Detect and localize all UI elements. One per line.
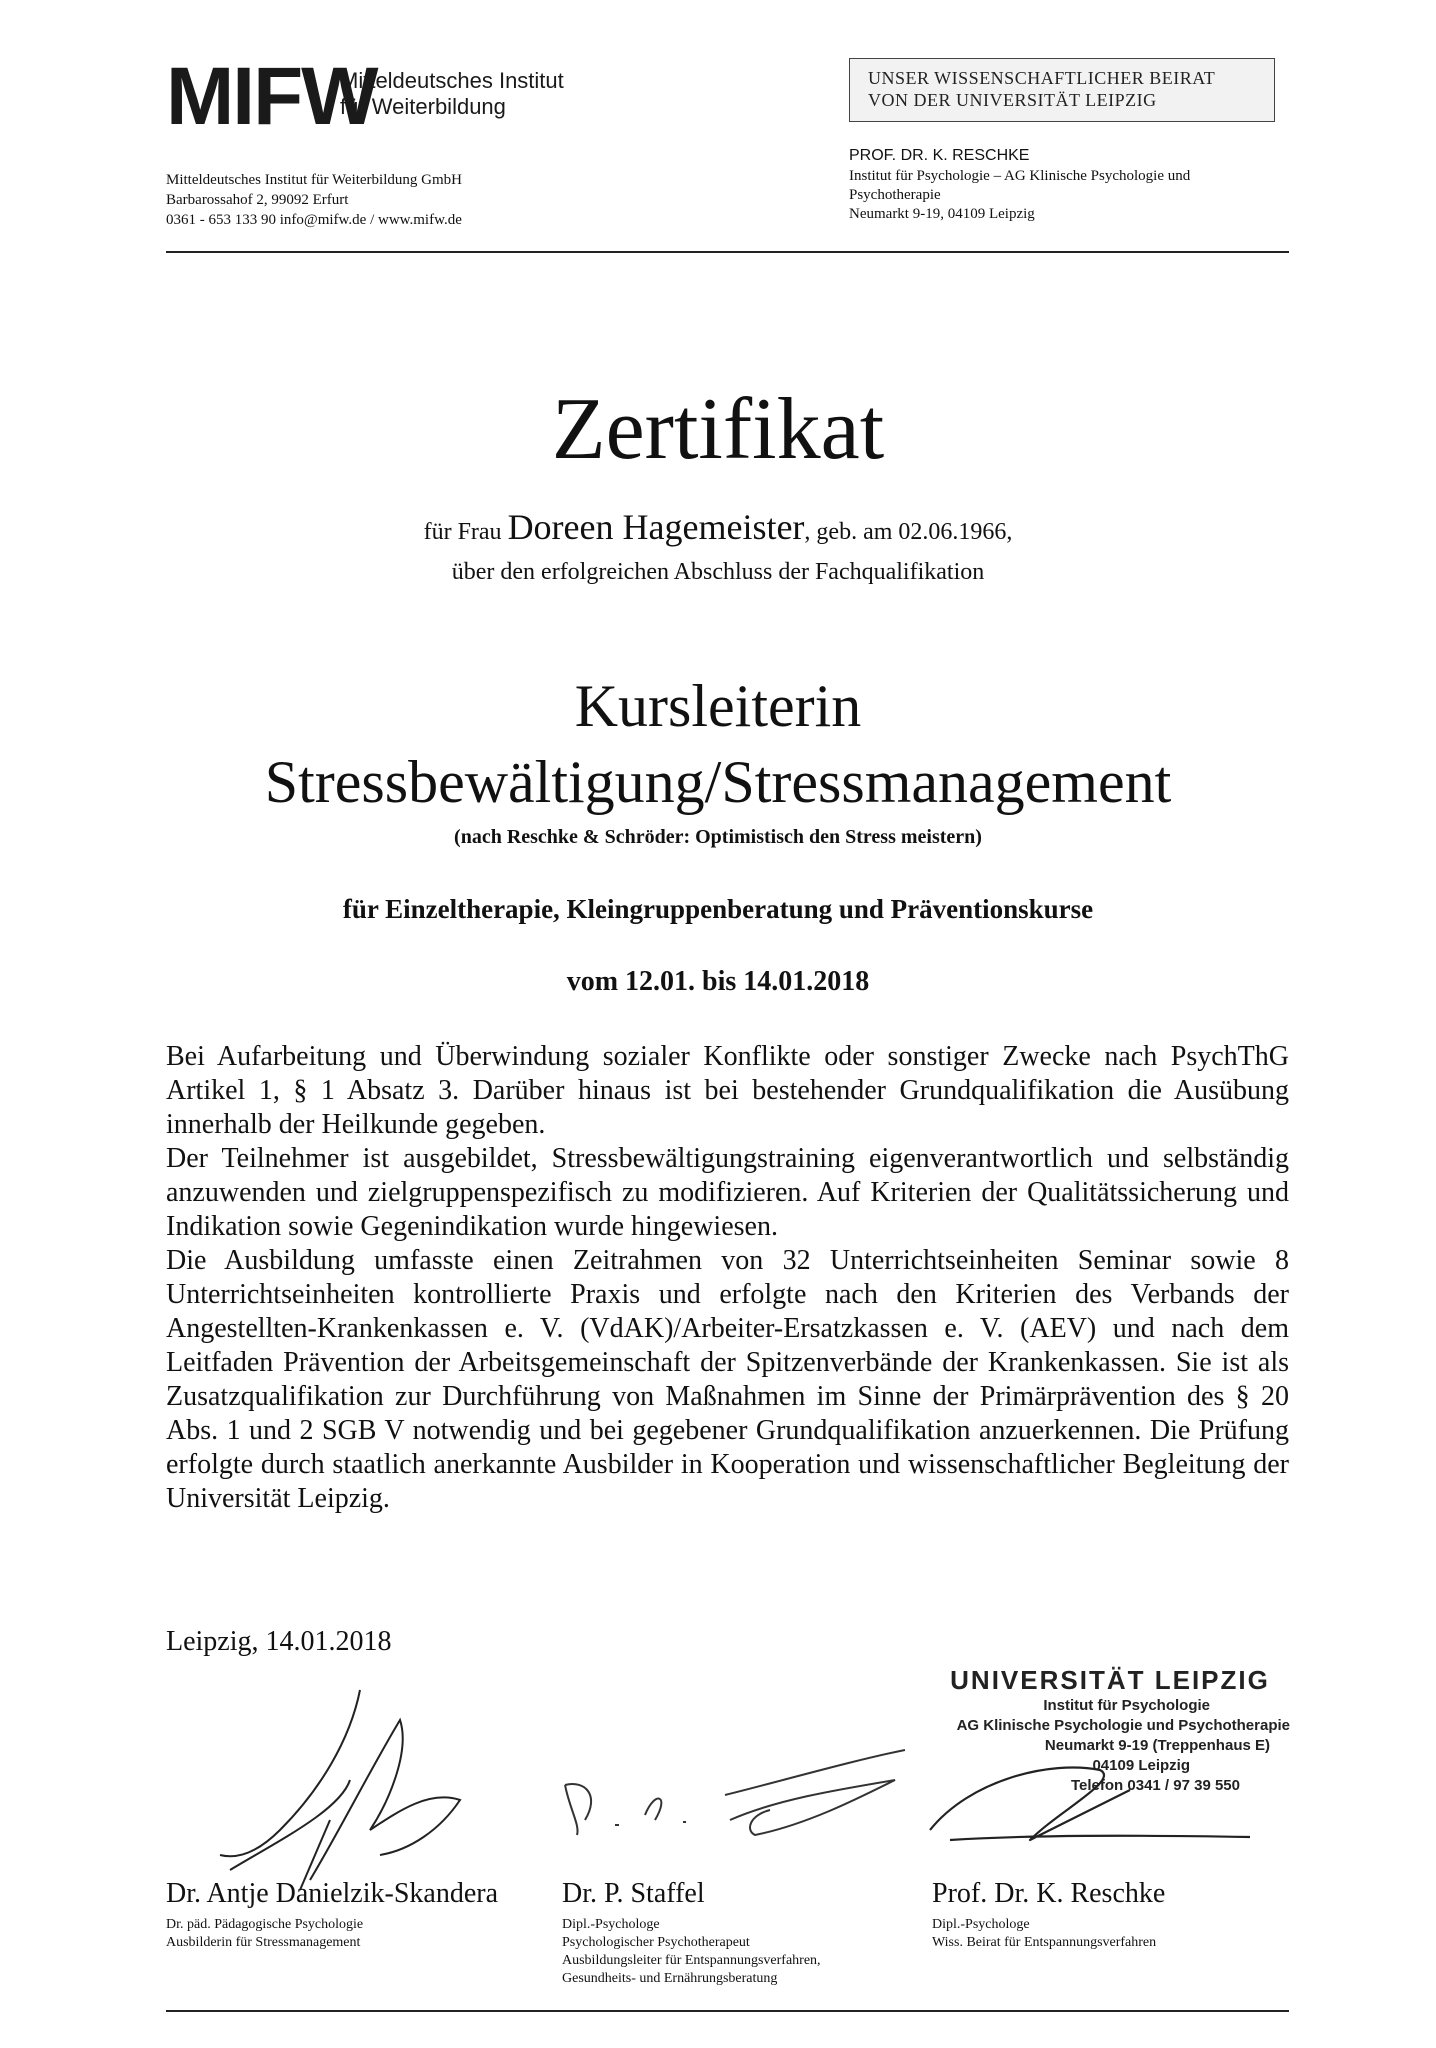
signatory-1-line-1: Dr. päd. Pädagogische Psychologie <box>166 1917 364 1932</box>
professor-address <box>849 146 1279 224</box>
prof-name: PROF. DR. K. RESCHKE <box>849 147 1030 164</box>
advisory-board-box <box>849 58 1275 122</box>
signatory-1-details <box>166 1916 546 1952</box>
signatory-2-line-1: Dipl.-Psychologe <box>562 1917 660 1932</box>
prof-line-1: Institut für Psychologie – AG Klinische Psychologie und <box>849 168 1191 184</box>
org-line-1: Mitteldeutsches Institut für Weiterbildung GmbH <box>166 172 462 188</box>
stamp-title: UNIVERSITÄT LEIPZIG <box>950 1665 1270 1695</box>
signature-reschke <box>910 1740 1270 1860</box>
prof-line-2: Psychotherapie <box>849 187 941 203</box>
beirat-line-1: UNSER WISSENSCHAFTLICHER BEIRAT <box>868 68 1216 88</box>
recipient-prefix: für Frau <box>423 519 502 545</box>
recipient-suffix: , geb. am 02.06.1966, <box>804 519 1013 545</box>
qualification-scope: für Einzeltherapie, Kleingruppenberatung und Präventionskurse <box>342 894 1094 924</box>
stamp-line-5: Telefon 0341 / 97 39 550 <box>1071 1777 1240 1794</box>
signatory-2-name: Dr. P. Staffel <box>562 1878 705 1909</box>
logo-line-1: Mitteldeutsches Institut <box>340 68 564 93</box>
recipient-block <box>0 507 1436 592</box>
certificate-title: Zertifikat <box>551 381 885 478</box>
method-note: (nach Reschke & Schröder: Optimistisch den Stress meistern) <box>454 826 982 848</box>
stamp-line-4: 04109 Leipzig <box>1092 1757 1190 1774</box>
logo-subtitle <box>340 68 564 120</box>
body-paragraph-3: Die Ausbildung umfasste einen Zeitrahmen von 32 Unterrichtseinheiten Seminar sowie 8 Unterrichtseinheiten kontrollierte Praxis und erfolgte nach den Kriterien des Verbands der Angestellten-Krankenkassen e. V. (VdAK)/Arbeiter-Ersatzkassen e. V. (AEV) und nach dem Leitfaden Prävention der Arbeitsgemeinschaft der Spitzenverbände der Krankenkassen. Sie ist als Zusatzqualifikation zur Durchführung von Maßnahmen im Sinne der Primärprävention des § 20 Abs. 1 und 2 SGB V notwendig und bei gegebener Grundqualifikation anzuerkennen. Die Prüfung erfolgte durch staatlich anerkannte Ausbilder in Kooperation und wissenschaftlicher Begleitung der Universität Leipzig. <box>166 1245 1289 1514</box>
signatory-2 <box>562 1878 942 1988</box>
beirat-line-2: VON DER UNIVERSITÄT LEIPZIG <box>868 90 1157 110</box>
signatory-3-line-2: Wiss. Beirat für Entspannungsverfahren <box>932 1935 1157 1950</box>
stamp-line-1: Institut für Psychologie <box>1043 1697 1210 1714</box>
qualification-title <box>0 668 1436 820</box>
signatory-2-line-2: Psychologischer Psychotherapeut <box>562 1935 750 1950</box>
signatory-1 <box>166 1878 546 1952</box>
signature-danielzik <box>200 1680 520 1910</box>
course-period: vom 12.01. bis 14.01.2018 <box>566 966 870 997</box>
org-line-2: Barbarossahof 2, 99092 Erfurt <box>166 192 349 208</box>
body-paragraph-1: Bei Aufarbeitung und Überwindung sozialer Konflikte oder sonstiger Zwecke nach PsychThG Artikel 1, § 1 Absatz 3. Darüber hinaus ist bei bestehender Grundqualifikation die Ausübung innerhalb der Heilkunde gegeben. <box>166 1041 1289 1140</box>
stamp-line-3: Neumarkt 9-19 (Treppenhaus E) <box>1044 1737 1270 1754</box>
org-address <box>166 170 462 230</box>
signatory-3-name: Prof. Dr. K. Reschke <box>932 1878 1166 1909</box>
certificate-body <box>166 1040 1289 1516</box>
signatory-3 <box>932 1878 1312 1952</box>
signature-staffel <box>555 1740 915 1850</box>
qualification-line-1: Kursleiterin <box>574 673 862 739</box>
place-date: Leipzig, 14.01.2018 <box>166 1626 392 1657</box>
signatory-2-line-4: Gesundheits- und Ernährungsberatung <box>562 1971 778 1986</box>
stamp-line-2: AG Klinische Psychologie und Psychotherapie <box>956 1717 1290 1734</box>
signatory-3-line-1: Dipl.-Psychologe <box>932 1917 1030 1932</box>
org-line-3: 0361 - 653 133 90 info@mifw.de / www.mifw.de <box>166 212 462 228</box>
recipient-line-2: über den erfolgreichen Abschluss der Fachqualifikation <box>451 559 985 585</box>
recipient-name: Doreen Hagemeister <box>507 507 805 547</box>
recipient-line-1 <box>0 507 1436 552</box>
logo-line-2: für Weiterbildung <box>340 94 506 119</box>
signatory-1-name: Dr. Antje Danielzik-Skandera <box>166 1878 499 1909</box>
header-divider <box>166 251 1289 253</box>
prof-line-3: Neumarkt 9-19, 04109 Leipzig <box>849 206 1035 222</box>
signatory-1-line-2: Ausbilderin für Stressmanagement <box>166 1935 361 1950</box>
mifw-logo: MIFW <box>166 51 377 142</box>
signatory-3-details <box>932 1916 1312 1952</box>
footer-divider <box>166 2010 1289 2012</box>
signatory-2-details <box>562 1916 942 1988</box>
body-paragraph-2: Der Teilnehmer ist ausgebildet, Stressbewältigungstraining eigenverantwortlich und selbständig anzuwenden und zielgruppenspezifisch zu modifizieren. Auf Kriterien der Qualitätssicherung und Indikation sowie Gegenindikation wurde hingewiesen. <box>166 1143 1289 1242</box>
qualification-line-2: Stressbewältigung/Stressmanagement <box>264 749 1172 815</box>
signatory-2-line-3: Ausbildungsleiter für Entspannungsverfahren, <box>562 1953 821 1968</box>
